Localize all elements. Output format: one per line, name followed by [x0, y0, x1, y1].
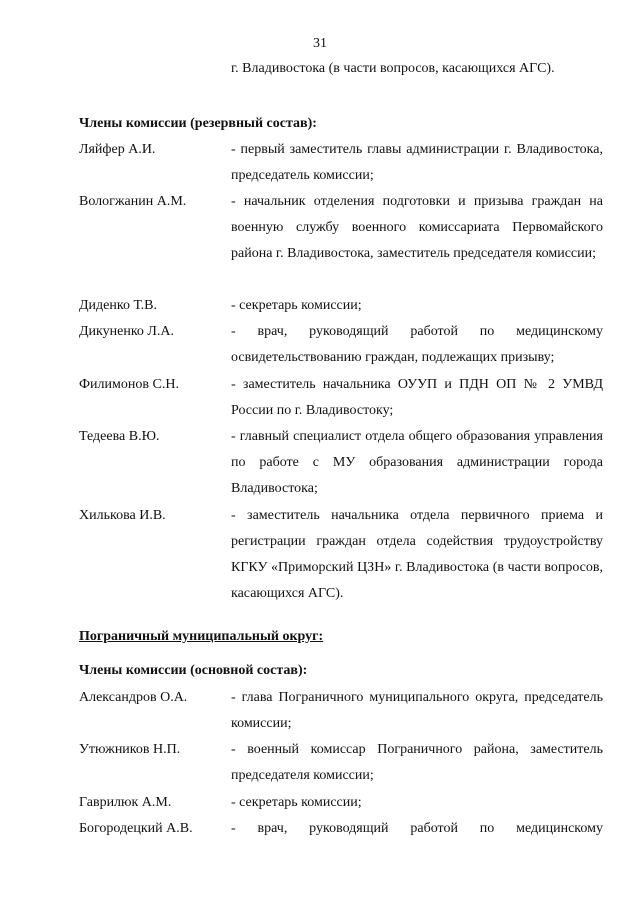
member-role: - первый заместитель главы администрации г. Владивостока, председатель комиссии; — [231, 142, 603, 183]
member-role: - военный комиссар Пограничного района, заместитель председателя комиссии; — [231, 742, 603, 783]
member-role: - секретарь комиссии; — [231, 298, 362, 313]
member-role: - врач, руководящий работой по медицинскому — [231, 821, 603, 836]
member-entry — [79, 794, 603, 816]
member-entry — [79, 297, 603, 319]
member-entry — [79, 507, 603, 607]
member-name: Филимонов С.Н. — [79, 377, 179, 392]
member-role: - заместитель начальника отдела первичного приема и регистрации граждан отдела содействия трудоустройству КГКУ «Приморский ЦЗН» г. Владивостока (в части вопросов, касающихся АГС). — [231, 508, 603, 601]
member-name: Диденко Т.В. — [79, 298, 157, 313]
member-entry — [79, 428, 603, 502]
member-role: - заместитель начальника ОУУП и ПДН ОП № 2 УМВД России по г. Владивостоку; — [231, 377, 603, 418]
member-entry — [79, 323, 603, 371]
member-name: Ляйфер А.И. — [79, 142, 156, 157]
member-role: - начальник отделения подготовки и призыва граждан на военную службу военного комиссариата Первомайского района г. Владивостока, заместитель председателя комиссии; — [231, 194, 603, 261]
member-role: - секретарь комиссии; — [231, 795, 362, 810]
page-number: 31 — [313, 36, 327, 51]
member-entry — [79, 741, 603, 789]
member-entry — [79, 141, 603, 189]
district-heading: Пограничный муниципальный округ: — [79, 629, 324, 644]
member-role: - глава Пограничного муниципального округа, председатель комиссии; — [231, 690, 603, 731]
member-role: - главный специалист отдела общего образования управления по работе с МУ образования администрации города Владивостока; — [231, 429, 603, 496]
member-name: Хилькова И.В. — [79, 508, 166, 523]
member-name: Дикуненко Л.А. — [79, 324, 175, 339]
member-name: Александров О.А. — [79, 690, 188, 705]
section-heading-reserve: Члены комиссии (резервный состав): — [79, 116, 317, 131]
member-role: - врач, руководящий работой по медицинскому освидетельствованию граждан, подлежащих призыву; — [231, 324, 603, 365]
member-name: Вологжанин А.М. — [79, 194, 187, 209]
member-name: Тедеева В.Ю. — [79, 429, 160, 444]
member-name: Гаврилюк А.М. — [79, 795, 172, 810]
member-entry — [79, 193, 603, 267]
section-heading-main: Члены комиссии (основной состав): — [79, 663, 308, 678]
member-entry — [79, 820, 603, 842]
member-entry — [79, 689, 603, 737]
member-name: Богородецкий А.В. — [79, 821, 193, 836]
member-entry — [79, 376, 603, 424]
continuation-text: г. Владивостока (в части вопросов, касающихся АГС). — [231, 61, 555, 76]
member-name: Утюжников Н.П. — [79, 742, 181, 757]
